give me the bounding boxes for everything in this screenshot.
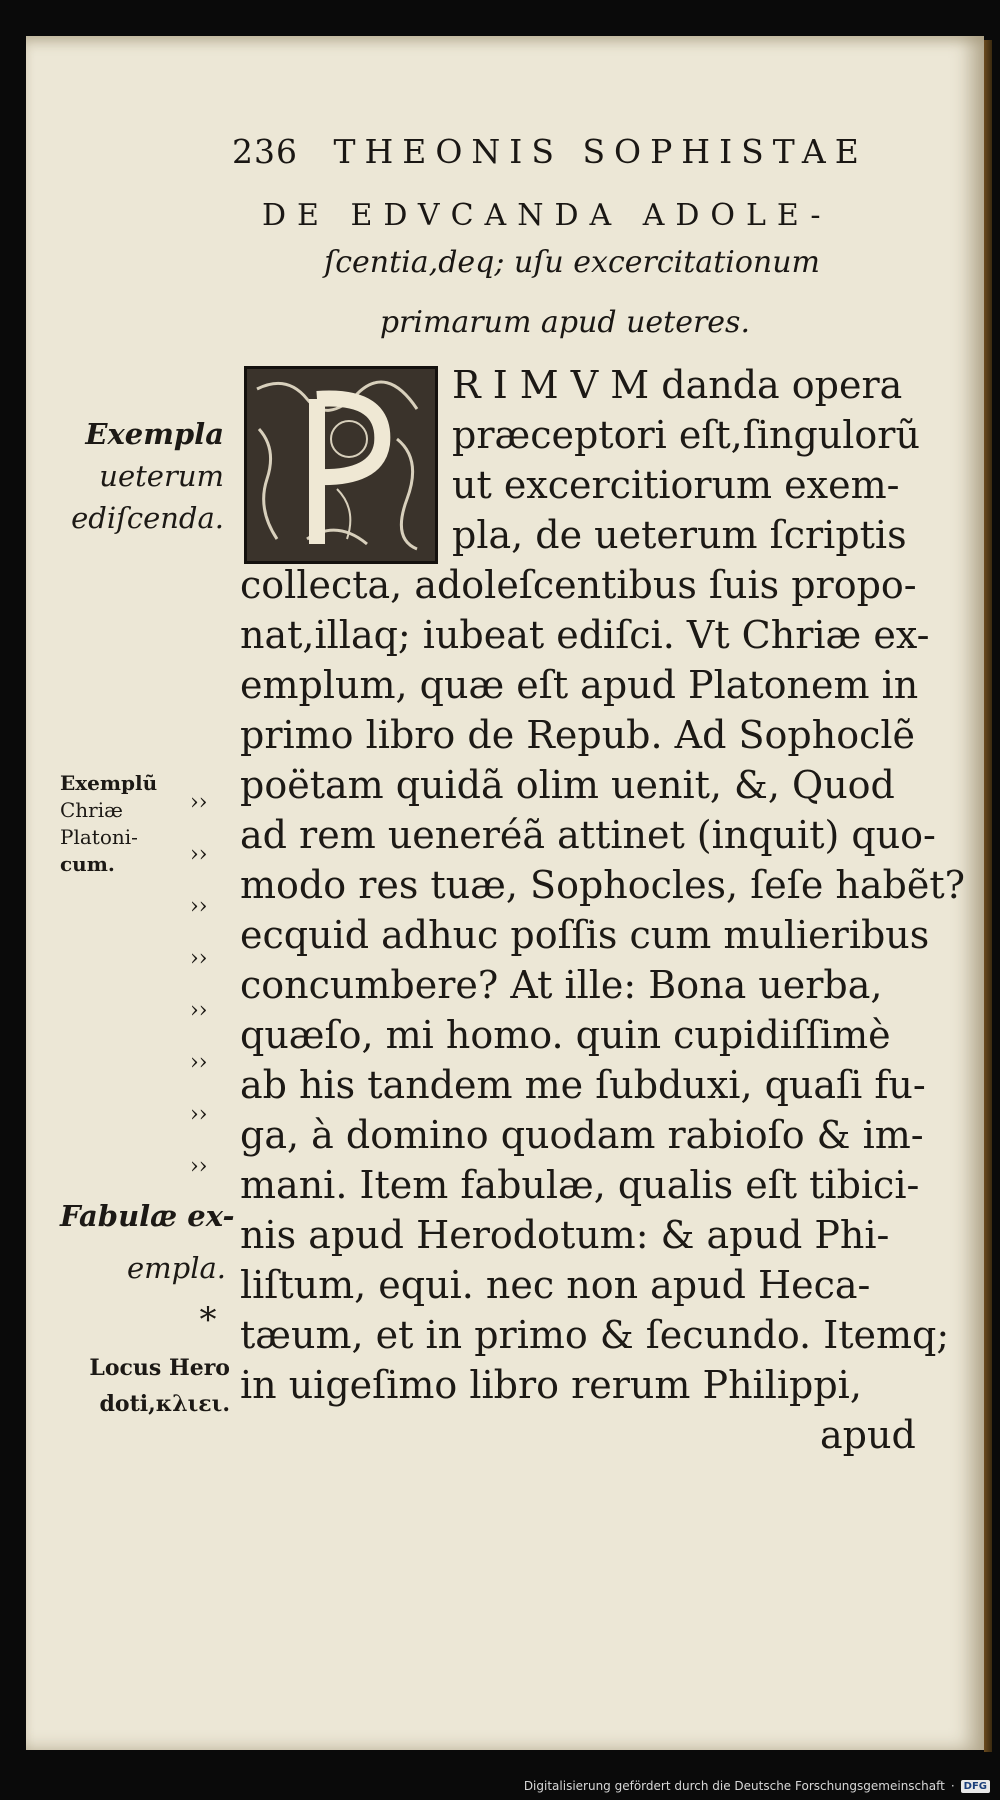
ornament-icon xyxy=(247,369,435,561)
body-line: ga, à domino quodam rabioſo & im- xyxy=(240,1113,924,1157)
running-title: THEONIS SOPHISTAE xyxy=(333,132,868,171)
quote-mark: ›› xyxy=(190,842,208,867)
dfg-logo-icon: DFG xyxy=(961,1780,990,1793)
quote-mark: ›› xyxy=(190,1050,208,1075)
body-line-catchword: apud xyxy=(820,1413,916,1457)
quote-mark: ›› xyxy=(190,998,208,1023)
body-line: nat,illaq; iubeat ediſci. Vt Chriæ ex- xyxy=(240,613,930,657)
margin-note-line: Exempla xyxy=(85,417,224,451)
margin-note-exempla xyxy=(60,413,224,539)
page-number: 236 xyxy=(232,132,298,171)
margin-note-fabulae xyxy=(60,1190,235,1294)
book-edge xyxy=(984,40,992,1752)
body-line: ad rem ueneréã attinet (inquit) quo- xyxy=(240,813,936,857)
body-line: ut excercitiorum exem- xyxy=(452,463,900,507)
margin-note-line: Exemplũ xyxy=(60,771,158,795)
asterisk-mark: * xyxy=(199,1300,217,1340)
chapter-title-line-2: ſcentia,deq; uſu excercitationum xyxy=(324,245,820,280)
quote-mark: ›› xyxy=(190,894,208,919)
chapter-title-line-1: DE EDVCANDA ADOLE- xyxy=(262,198,832,233)
quote-mark: ›› xyxy=(190,1102,208,1127)
body-line: tæum, et in primo & ſecundo. Itemq; xyxy=(240,1313,950,1357)
body-line: in uigeſimo libro rerum Philippi, xyxy=(240,1363,862,1407)
body-line: ecquid adhuc poſſis cum mulieribus xyxy=(240,913,930,957)
margin-note-chriae xyxy=(60,770,180,878)
body-line: primo libro de Repub. Ad Sophoclẽ xyxy=(240,713,916,757)
decorated-initial-p xyxy=(244,366,438,564)
margin-note-line: Chriæ xyxy=(60,798,123,822)
body-line: præceptori eſt,ſingulorũ xyxy=(452,413,920,457)
running-head xyxy=(232,132,892,171)
body-line: emplum, quæ eſt apud Platonem in xyxy=(240,663,919,707)
margin-note-line: Locus Hero xyxy=(89,1355,230,1381)
margin-note-line: ediſcenda. xyxy=(71,501,224,535)
body-line: liſtum, equi. nec non apud Heca- xyxy=(240,1263,871,1307)
quote-mark: ›› xyxy=(190,1154,208,1179)
margin-note-line: empla. xyxy=(126,1251,226,1285)
body-line: concumbere? At ille: Bona uerba, xyxy=(240,963,883,1007)
body-line: pla, de ueterum ſcriptis xyxy=(452,513,907,557)
body-line: poëtam quidã olim uenit, &, Quod xyxy=(240,763,895,807)
body-line: R I M V M danda opera xyxy=(452,363,903,407)
body-line: ab his tandem me ſubduxi, quaſi fu- xyxy=(240,1063,926,1107)
margin-note-line: Fabulæ ex- xyxy=(60,1199,235,1233)
quote-mark: ›› xyxy=(190,790,208,815)
chapter-title-line-3: primarum apud ueteres. xyxy=(379,305,750,340)
body-line: quæſo, mi homo. quin cupidiſſimè xyxy=(240,1013,891,1057)
digitization-credit: Digitalisierung gefördert durch die Deutsche Forschungsgemeinschaft · DFG xyxy=(524,1776,990,1796)
margin-note-line: cum. xyxy=(60,852,115,876)
body-line: collecta, adoleſcentibus ſuis propo- xyxy=(240,563,917,607)
margin-note-line: ueterum xyxy=(99,459,224,493)
margin-note-line: doti,κλιει. xyxy=(99,1391,230,1417)
body-line: nis apud Herodotum: & apud Phi- xyxy=(240,1213,890,1257)
margin-note-line: Platoni- xyxy=(60,825,138,849)
credit-text: Digitalisierung gefördert durch die Deutsche Forschungsgemeinschaft xyxy=(523,1779,945,1793)
margin-note-locus xyxy=(60,1350,230,1422)
quote-mark: ›› xyxy=(190,946,208,971)
body-line: modo res tuæ, Sophocles, ſeſe habẽt? xyxy=(240,863,965,907)
body-line: mani. Item fabulæ, qualis eſt tibici- xyxy=(240,1163,920,1207)
